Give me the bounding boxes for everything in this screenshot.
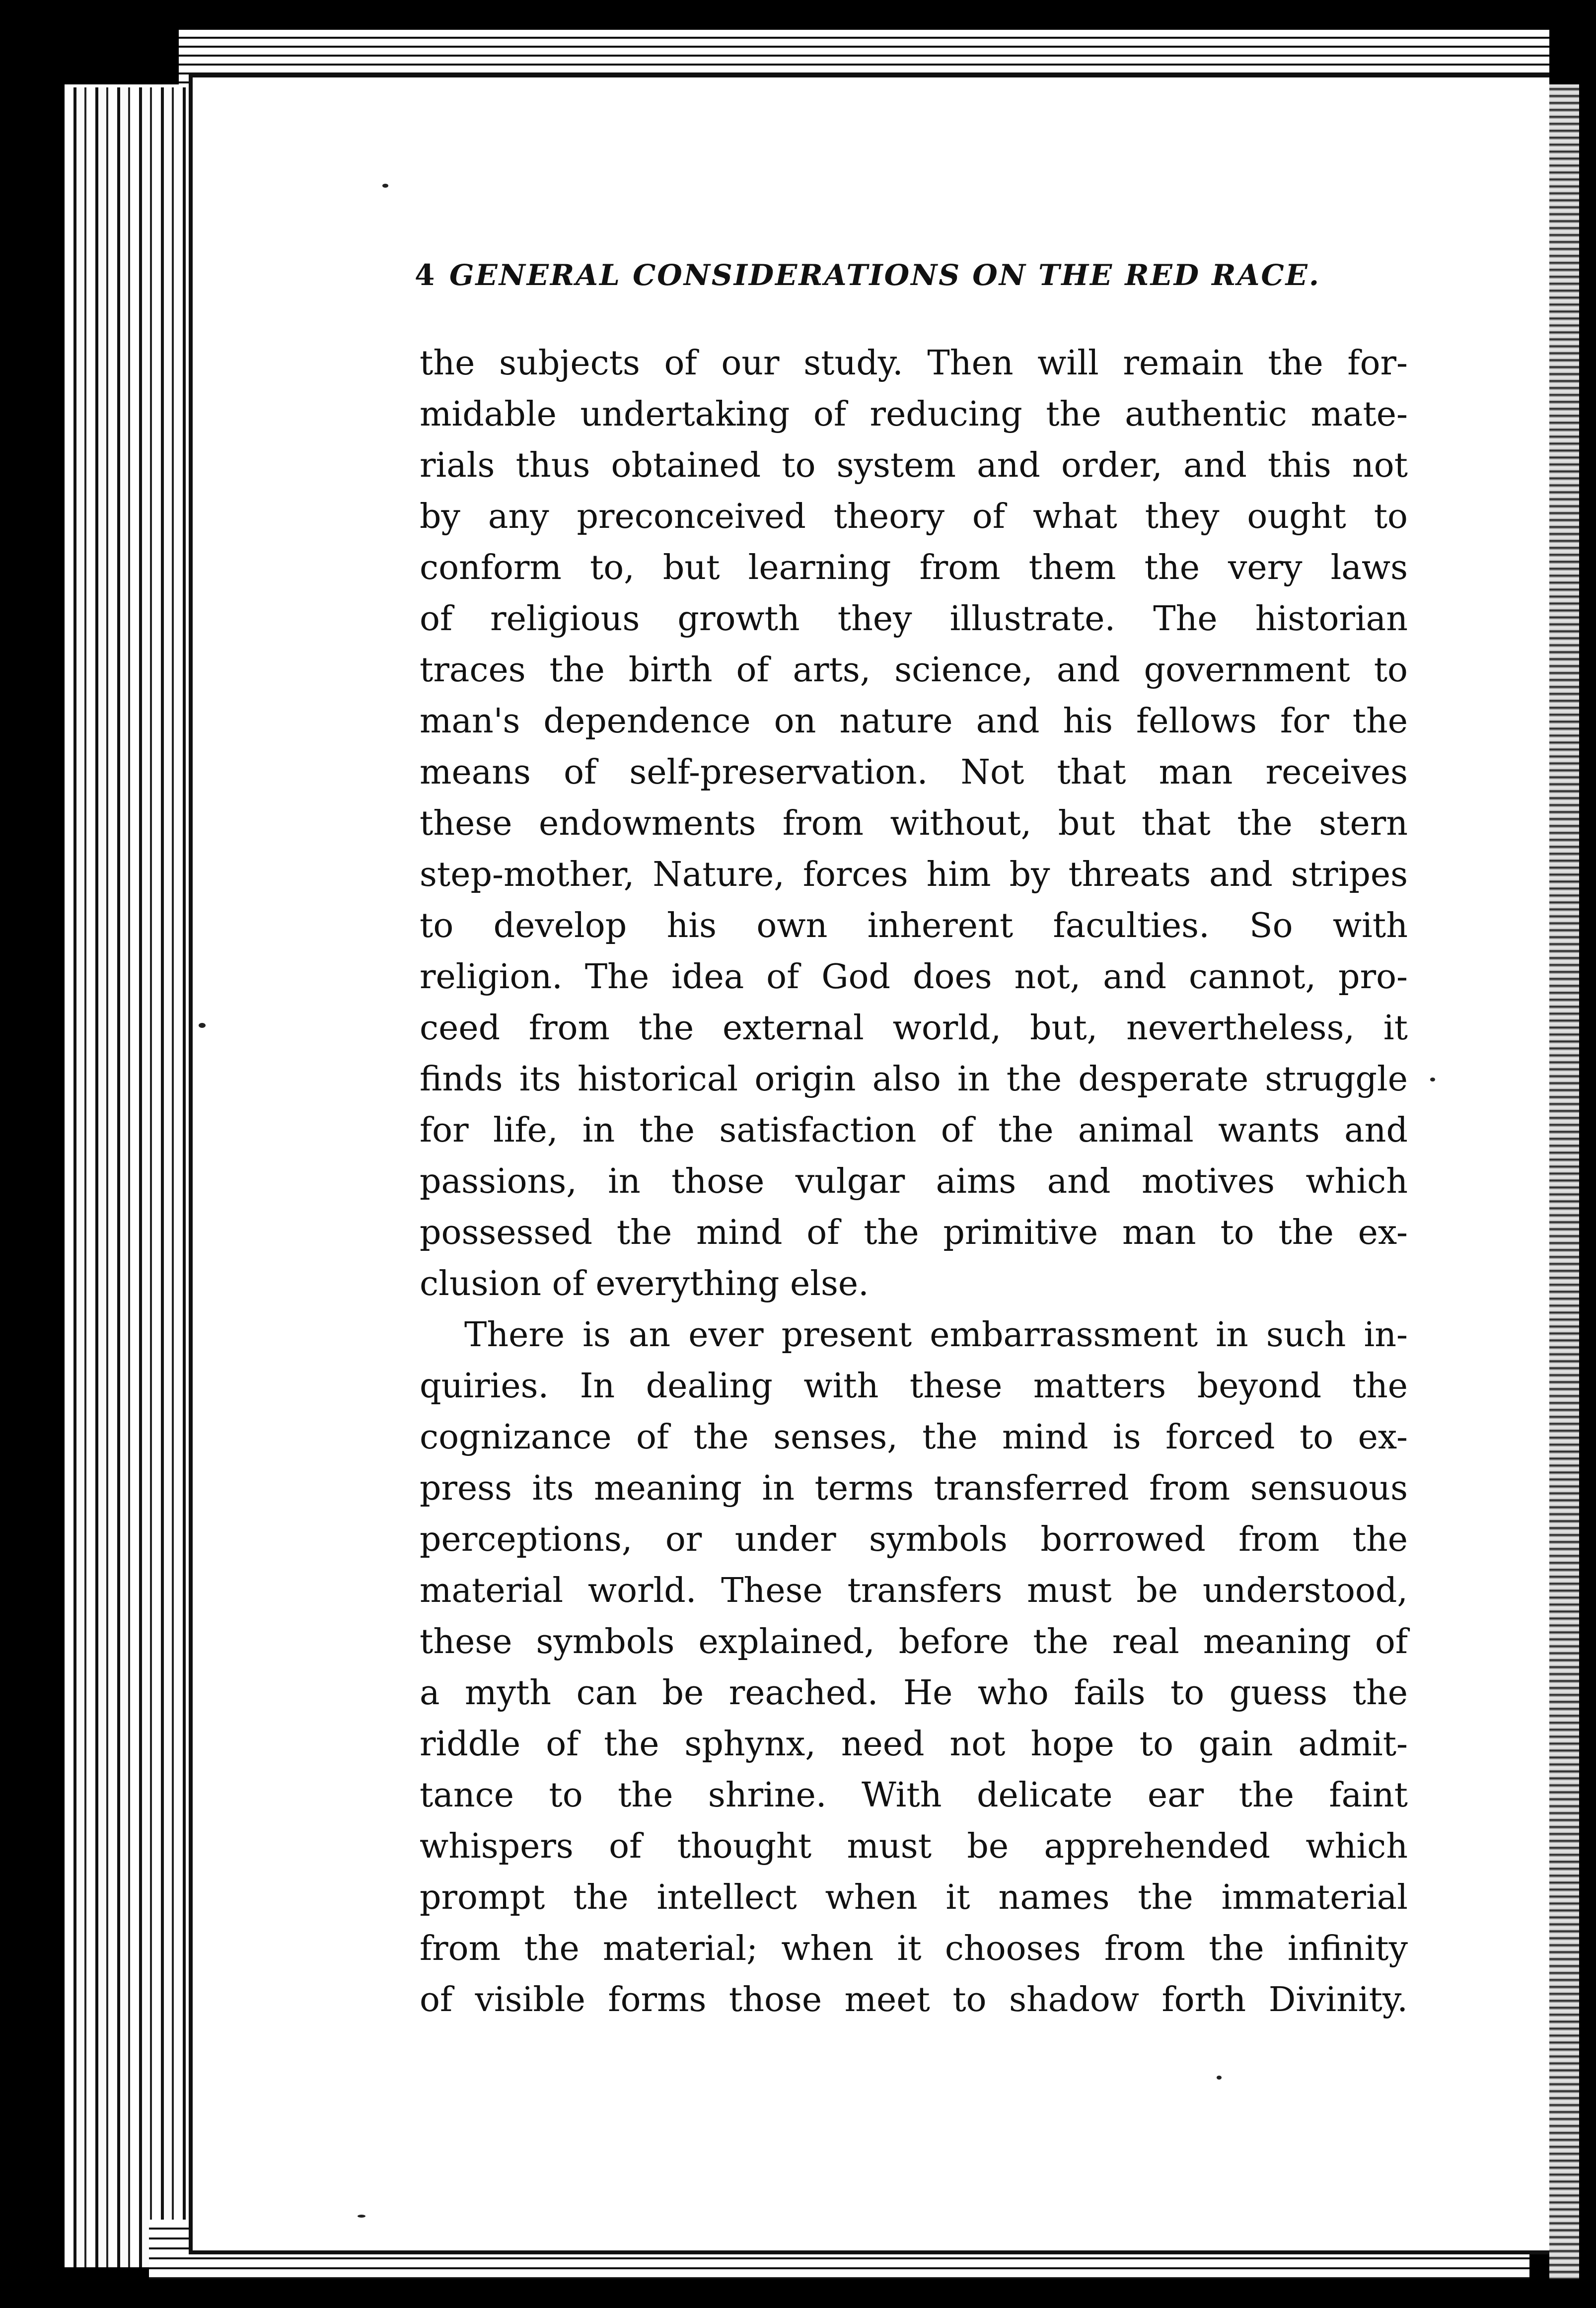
text-line: the subjects of our study. Then will remain the for- [420, 344, 1408, 383]
text-line: possessed the mind of the primitive man to the ex- [420, 1213, 1408, 1252]
text-line: traces the birth of arts, science, and government to [420, 650, 1408, 690]
text-line: of religious growth they illustrate. The historian [420, 599, 1408, 639]
text-line: perceptions, or under symbols borrowed from the [420, 1520, 1408, 1559]
scan-fleck [358, 2215, 365, 2218]
text-line: of visible forms those meet to shadow forth Divinity. [420, 1980, 1408, 2020]
text-line: cognizance of the senses, the mind is forced to ex- [420, 1418, 1408, 1457]
text-line: clusion of everything else. [420, 1264, 869, 1303]
scan-fleck [1217, 2076, 1222, 2080]
text-line: these symbols explained, before the real meaning of [420, 1622, 1408, 1661]
text-line: There is an ever present embarrassment in such in- [464, 1315, 1408, 1355]
text-line: whispers of thought must be apprehended which [420, 1827, 1408, 1866]
text-line: riddle of the sphynx, need not hope to gain admit- [420, 1725, 1408, 1764]
text-line: midable undertaking of reducing the authentic mate- [420, 395, 1408, 434]
paragraph-1 [420, 338, 1408, 1309]
body-text [420, 338, 1408, 2025]
text-line: means of self-preservation. Not that man receives [420, 753, 1408, 792]
text-line: these endowments from without, but that the stern [420, 804, 1408, 843]
text-line: a myth can be reached. He who fails to guess the [420, 1673, 1408, 1713]
text-line: ceed from the external world, but, nevertheless, it [420, 1009, 1408, 1048]
text-line: rials thus obtained to system and order, and this not [420, 446, 1408, 485]
text-line: prompt the intellect when it names the immaterial [420, 1878, 1408, 1917]
paragraph-2 [420, 1309, 1408, 2025]
text-line: passions, in those vulgar aims and motives which [420, 1162, 1408, 1201]
text-line: by any preconceived theory of what they ought to [420, 497, 1408, 536]
text-line: material world. These transfers must be understood, [420, 1571, 1408, 1610]
text-line: from the material; when it chooses from the infinity [420, 1929, 1408, 1968]
text-line: finds its historical origin also in the desperate struggle [420, 1060, 1408, 1099]
page-number: 4 [415, 258, 436, 292]
scan-fleck [199, 1023, 206, 1028]
text-line: to develop his own inherent faculties. So with [420, 906, 1408, 945]
running-head [415, 258, 1403, 292]
page-right-edge [1549, 84, 1579, 2279]
running-head-title: GENERAL CONSIDERATIONS ON THE RED RACE. [449, 258, 1321, 292]
text-line: step-mother, Nature, forces him by threats and stripes [420, 855, 1408, 894]
text-line: conform to, but learning from them the very laws [420, 548, 1408, 587]
text-line: tance to the shrine. With delicate ear the faint [420, 1776, 1408, 1815]
text-line: man's dependence on nature and his fellows for the [420, 702, 1408, 741]
page-stack-left-edge [65, 84, 194, 2267]
scan-fleck [1430, 1078, 1435, 1082]
text-line: religion. The idea of God does not, and cannot, pro- [420, 957, 1408, 997]
scan-fleck [382, 184, 388, 188]
text-line: press its meaning in terms transferred from sensuous [420, 1469, 1408, 1508]
text-line: quiries. In dealing with these matters beyond the [420, 1367, 1408, 1406]
text-line: for life, in the satisfaction of the animal wants and [420, 1111, 1408, 1150]
